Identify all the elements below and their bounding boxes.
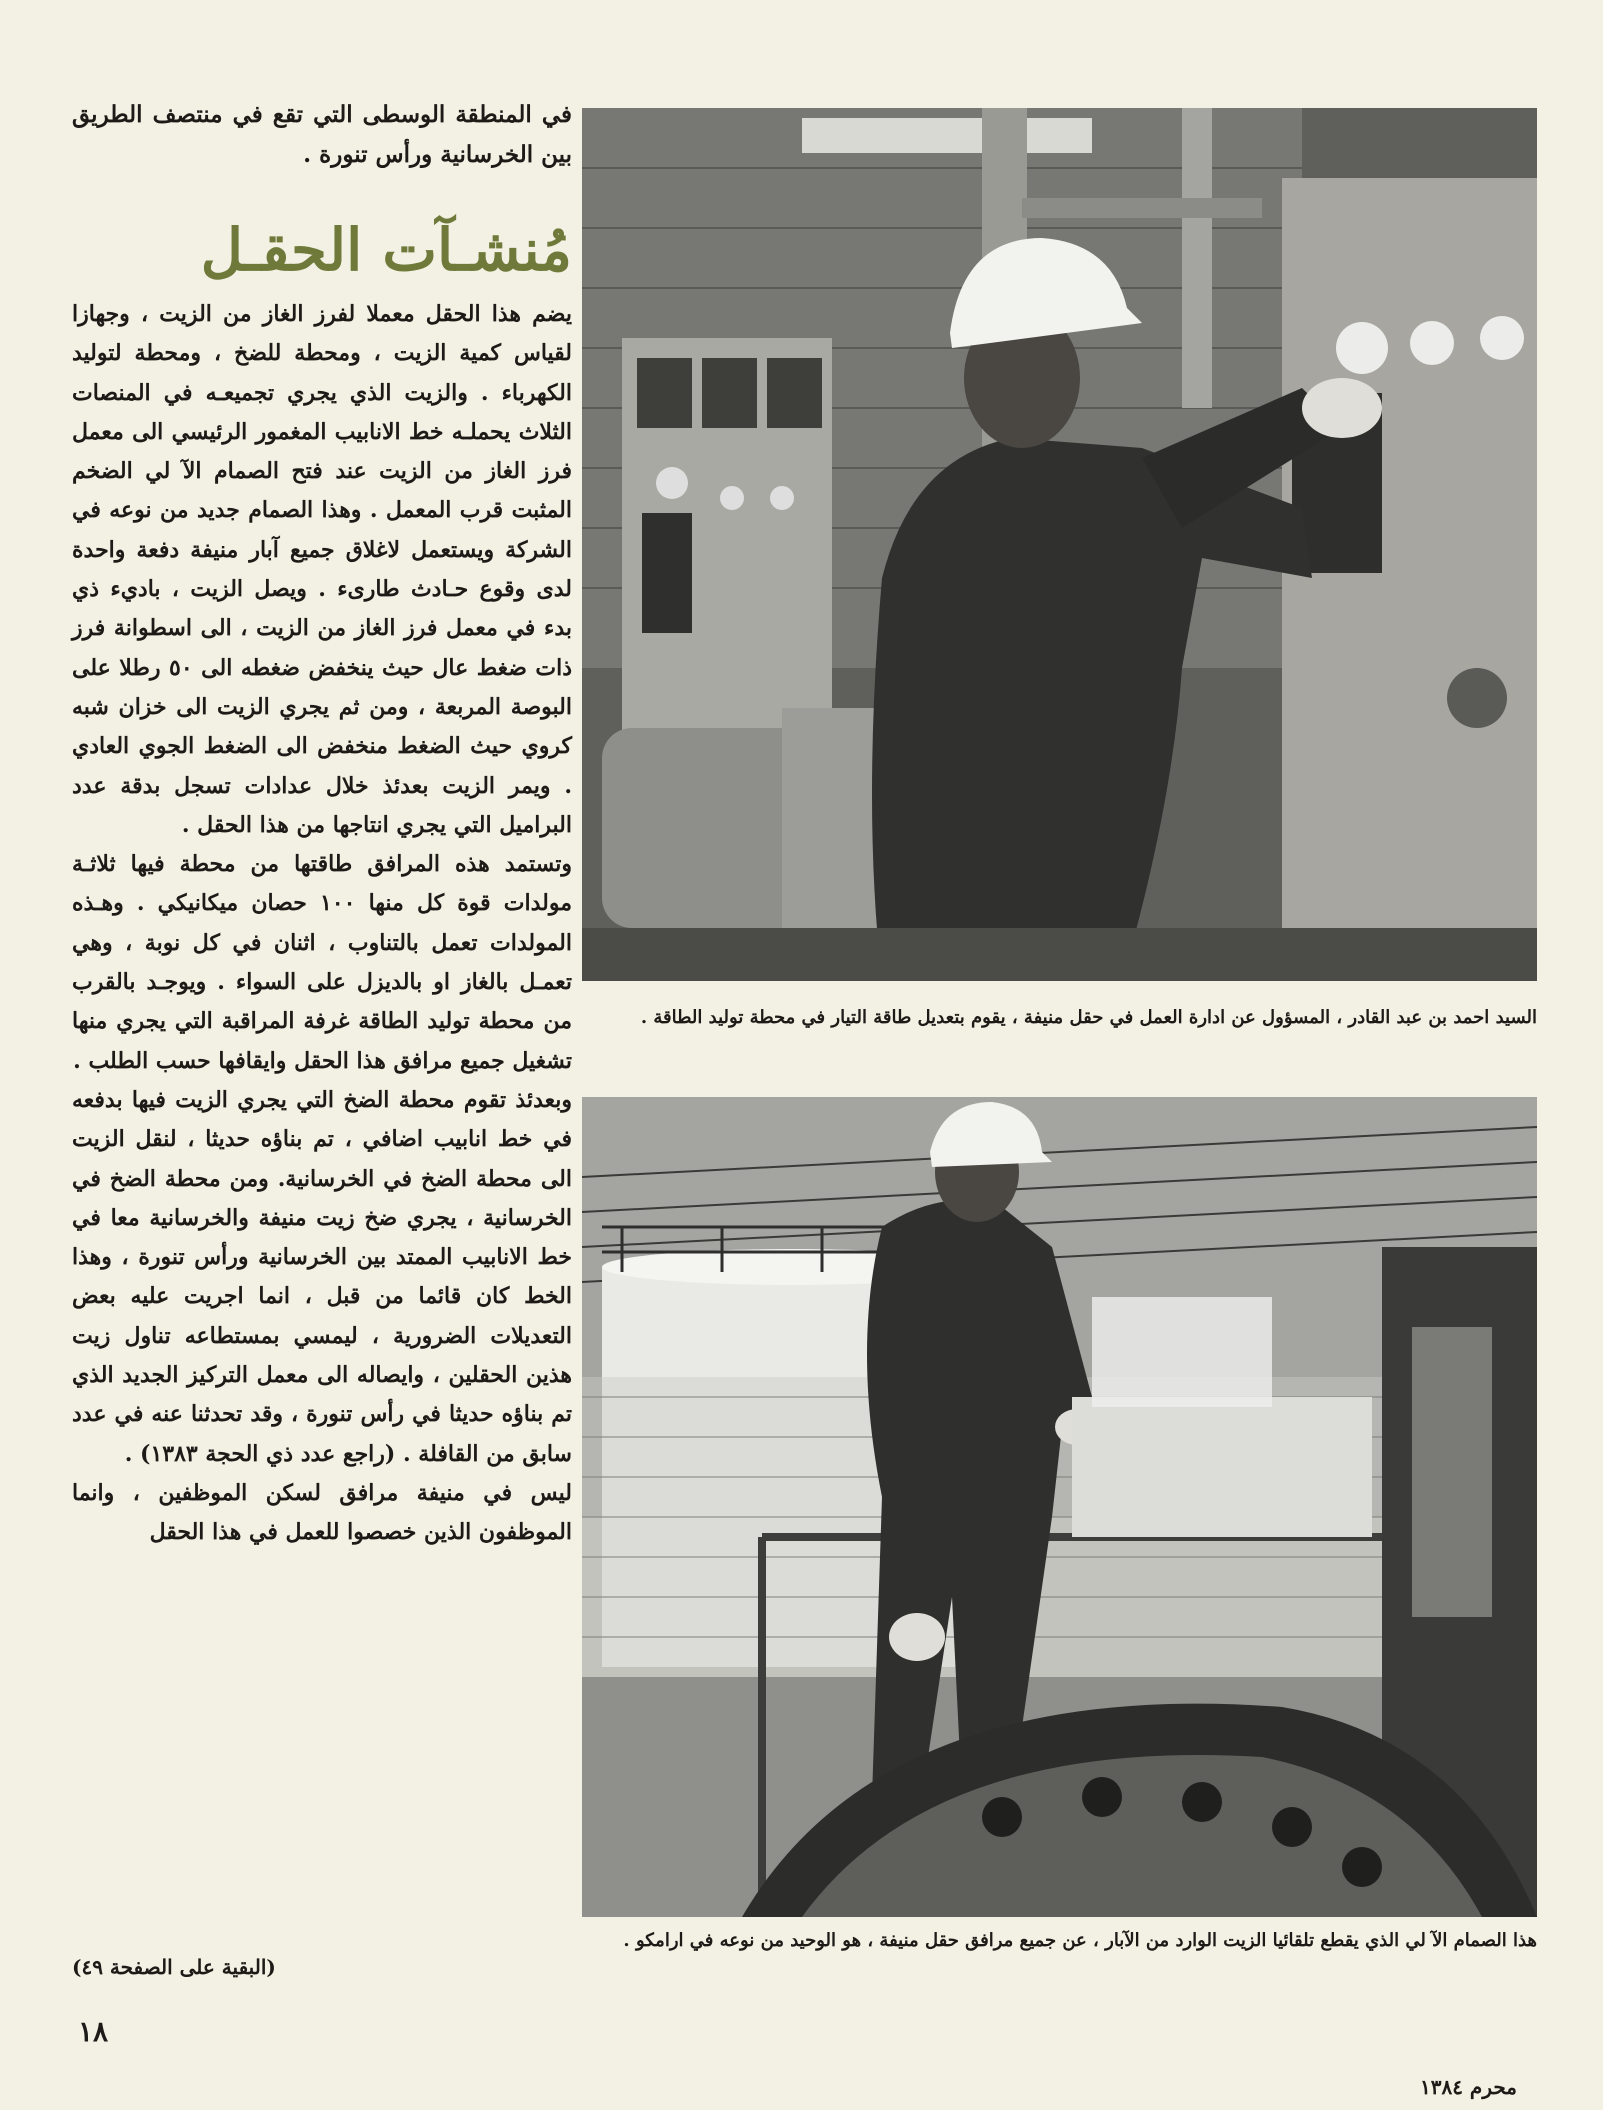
photo-1-caption: السيد احمد بن عبد القادر ، المسؤول عن ادارة العمل في حقل منيفة ، يقوم بتعديل طاقة التيار في محطة توليد الطاقة . [640,1007,1537,1028]
article-paragraph-1: يضم هذا الحقل معملا لفرز الغاز من الزيت ، وجهازا لقياس كمية الزيت ، ومحطة للضخ ، ومحطة لتوليد الكهرباء . والزيت الذي يجري تجميعـه في المنصات الثلاث يحملـه خط الانابيب المغمور الرئيسي الى معمل فرز الغاز من الزيت عند فتح الصمام الآ لي الضخم المثبت قرب المعمل . وهذا الصمام جديد من نوعه في الشركة ويستعمل لاغلاق جميع آبار منيفة دفعة واحدة لدى وقوع حـادث طارىء . ويصل الزيت ، باديء ذي بدء في معمل فرز الغاز من الزيت ، الى اسطوانة فرز ذات ضغط عال حيث ينخفض ضغطه الى ٥٠ رطلا على البوصة المربعة ، ومن ثم يجري الزيت الى خزان شبه كروي حيث الضغط منخفض الى الضغط الجوي العادي . ويمر الزيت بعدئذ خلال عدادات تسجل بدقة عدد البراميل التي يجري انتاجها من هذا الحقل . [72,301,573,838]
continuation-note: (البقية على الصفحة ٤٩) [72,1955,276,1979]
article-paragraph-3: وبعدئذ تقوم محطة الضخ التي يجري الزيت فيها بدفعه في خط انابيب اضافي ، تم بناؤه حديثا ، لنقل الزيت الى محطة الضخ في الخرسانية. ومن محطة الضخ في الخرسانية ، يجري ضخ زيت منيفة والخرسانية معا في خط الانابيب الممتد بين الخرسانية ورأس تنورة ، وهذا الخط كان قائما من قبل ، انما اجريت عليه بعض التعديلات الضرورية ، ليمسي بمستطاعه تناول زيت هذين الحقلين ، وايصاله الى معمل التركيز الجديد الذي تم بناؤه حديثا في رأس تنورة ، وقد تحدثنا عنه في عدد سابق من القافلة . (راجع عدد ذي الحجة ١٣٨٣) . [72,1086,572,1467]
section-heading: مُنشـآت الحقـل [200,216,572,284]
control-room-illustration [582,108,1537,981]
photo-2-caption: هذا الصمام الآ لي الذي يقطع تلقائيا الزيت الوارد من الآبار ، عن جميع مرافق حقل منيفة ، هو الوحيد من نوعه في ارامكو . [623,1930,1537,1951]
valve-illustration [582,1097,1537,1917]
valve-photo [582,1097,1537,1917]
page-number: ١٨ [78,2015,109,2048]
article-text-column [72,95,572,1553]
intro-paragraph: في المنطقة الوسطى التي تقع في منتصف الطريق بين الخرسانية ورأس تنورة . [72,101,572,168]
article-paragraph-2: وتستمد هذه المرافق طاقتها من محطة فيها ثلاثـة مولدات قوة كل منها ١٠٠ حصان ميكانيكي . وهـذه المولدات تعمل بالتناوب ، اثنان في كل نوبة ، وهي تعمـل بالغاز او بالديزل على السواء . ويوجـد بالقرب من محطة توليد الطاقة غرفة المراقبة التي يجري منها تشغيل جميع مرافق هذا الحقل وايقافها حسب الطلب . [72,851,572,1074]
article-paragraph-4: ليس في منيفة مرافق لسكن الموظفين ، وانما الموظفون الذين خصصوا للعمل في هذا الحقل [72,1479,572,1546]
issue-date: محرم ١٣٨٤ [1420,2075,1517,2099]
control-room-photo [582,108,1537,981]
